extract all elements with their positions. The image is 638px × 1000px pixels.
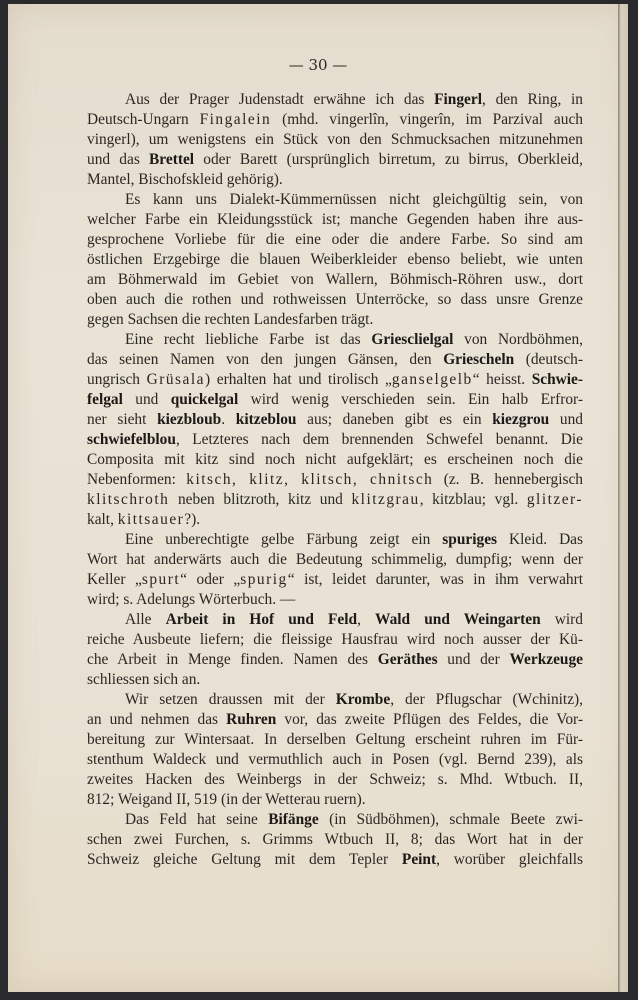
text-segment: ner sieht <box>87 411 158 428</box>
text-segment: , Letzteres nach dem brennenden Schwefel benannt. Die <box>175 431 583 448</box>
text-line <box>87 670 583 690</box>
text-line <box>87 210 583 230</box>
bold-term: Krombe <box>335 691 391 708</box>
text-segment: bereitung zur Wintersaat. In derselben Geltung erscheint ruhren im Für- <box>87 731 583 748</box>
text-segment: . <box>221 411 236 428</box>
text-segment: östlichen Erzgebirge die blauen Weiberkleider ebenso beliebt, wie unten <box>87 251 583 268</box>
text-segment: , den Ring, in <box>482 91 583 108</box>
text-line <box>87 570 583 590</box>
text-segment: von Nordböhmen, <box>453 331 584 348</box>
text-segment: (in Südböhmen), schmale Beete zwi- <box>318 811 583 828</box>
text-segment: schliessen sich an. <box>87 671 201 688</box>
text-segment: das seinen Namen von den jungen Gänsen, den <box>87 351 444 368</box>
text-segment: wird; s. Adelungs Wörterbuch. — <box>87 591 296 608</box>
text-segment: gegen Sachsen die rechten Landesfarben trägt. <box>87 311 374 328</box>
text-segment: (deutsch- <box>514 351 583 368</box>
text-line <box>87 410 583 430</box>
text-segment: am Böhmerwald im Gebiet von Wallern, Böhmisch-Röhren usw., dort <box>87 271 583 288</box>
text-segment: und der <box>437 651 510 668</box>
spaced-term: kittsauer <box>117 511 185 528</box>
text-line <box>87 510 583 530</box>
bold-term: Geräthes <box>377 651 438 668</box>
text-segment: ungrisch <box>87 371 147 388</box>
spaced-term: spurig <box>240 571 288 588</box>
text-segment: “ heisst. <box>472 371 532 388</box>
text-line <box>87 650 583 670</box>
text-line <box>87 830 583 850</box>
bold-term: kiezbloub <box>157 411 222 428</box>
text-line <box>87 170 583 190</box>
text-segment: neben blitzroth, kitz und <box>169 491 352 508</box>
text-line <box>87 150 583 170</box>
text-segment: 812; Weigand II, 519 (in der Wetterau ruern). <box>87 791 366 808</box>
text-segment: Es kann uns Dialekt-Kümmernüssen nicht gleichgültig sein, von <box>125 191 583 208</box>
bold-term: Schwie- <box>531 371 584 388</box>
text-line <box>87 450 583 470</box>
text-segment: Composita mit kitz sind noch nicht aufgeklärt; es erscheinen noch die <box>87 451 583 468</box>
text-line <box>87 350 583 370</box>
text-segment: wird wenig verschieden sein. Ein halb Erfror- <box>238 391 583 408</box>
text-segment: Schweiz gleiche Geltung mit dem Tepler <box>87 851 402 868</box>
bold-term: quickelgal <box>170 391 239 408</box>
text-segment: Alle <box>125 611 166 628</box>
text-segment: wird <box>540 611 583 628</box>
bold-term: kiezgrou <box>492 411 550 428</box>
text-line <box>87 810 583 830</box>
text-segment: (z. B. hennebergisch <box>433 471 583 488</box>
text-segment: schen zwei Furchen, s. Grimms Wtbuch II, 8; das Wort hat in der <box>87 831 583 848</box>
text-line <box>87 110 583 130</box>
text-line <box>87 470 583 490</box>
text-line <box>87 750 583 770</box>
text-line <box>87 590 583 610</box>
text-segment: welcher Farbe ein Kleidungsstück ist; manche Gegenden haben ihre aus- <box>87 211 583 228</box>
text-line <box>87 370 583 390</box>
text-segment: Wort hat anderwärts auch die Bedeutung schimmelig, dumpfig; wenn der <box>87 551 583 568</box>
bold-term: Ruhren <box>226 711 277 728</box>
spaced-term: klitzgrau <box>351 491 420 508</box>
text-segment: kalt, <box>87 511 118 528</box>
bold-term: Fingerl <box>434 91 482 108</box>
text-segment: vor, das zweite Pflügen des Feldes, die Vor- <box>276 711 583 728</box>
text-line <box>87 130 583 150</box>
spaced-term: glitzer- <box>526 491 583 508</box>
text-segment: gesprochene Vorliebe für die eine oder die andere Farbe. So sind am <box>87 231 583 248</box>
text-segment: che Arbeit in Menge finden. Namen des <box>87 651 378 668</box>
text-line <box>87 250 583 270</box>
spaced-term: Fingalein <box>199 111 272 128</box>
text-segment: reiche Ausbeute liefern; die fleissige Hausfrau wird noch ausser der Kü- <box>87 631 583 648</box>
text-line <box>87 530 583 550</box>
text-segment: , der Pflugschar (Wchinitz), <box>390 691 584 708</box>
text-segment: Eine unberechtigte gelbe Färbung zeigt ein <box>125 531 443 548</box>
text-segment: und <box>549 411 584 428</box>
text-segment: Kleid. Das <box>497 531 584 548</box>
text-line <box>87 690 583 710</box>
text-segment: “ oder „ <box>180 571 241 588</box>
text-line <box>87 770 583 790</box>
text-segment: , worüber gleichfalls <box>436 851 583 868</box>
text-line <box>87 850 583 870</box>
bold-term: Arbeit in Hof und Feld <box>165 611 358 628</box>
text-line <box>87 290 583 310</box>
bold-term: Werkzeuge <box>509 651 583 668</box>
bold-term: spuriges <box>442 531 498 548</box>
text-line <box>87 490 583 510</box>
text-line <box>87 710 583 730</box>
text-segment: “ ist, leidet darunter, was in ihm verwahrt <box>287 571 584 588</box>
bold-term: Griescheln <box>443 351 515 368</box>
text-segment: Das Feld hat seine <box>125 811 269 828</box>
text-segment: (mhd. vingerlîn, vingerîn, im Parzival auch <box>271 111 583 128</box>
text-segment: Aus der Prager Judenstadt erwähne ich das <box>125 91 435 108</box>
text-segment: stenthum Waldeck und vermuthlich auch in Posen (vgl. Bernd 239), als <box>87 751 583 768</box>
text-segment: und <box>122 391 171 408</box>
text-line <box>87 390 583 410</box>
text-segment: oben auch die rothen und rothweissen Unterröcke, so dass unsre Grenze <box>87 291 583 308</box>
bold-term: felgal <box>87 391 123 408</box>
text-segment: Keller „ <box>87 571 142 588</box>
bold-term: Bifänge <box>268 811 319 828</box>
text-line <box>87 330 583 350</box>
bold-term: schwiefelblou <box>87 431 176 448</box>
text-segment: ?). <box>184 511 201 528</box>
bold-term: Brettel <box>149 151 195 168</box>
text-segment: aus; daneben gibt es ein <box>296 411 493 428</box>
bold-term: Griesclielgal <box>371 331 454 348</box>
text-line <box>87 430 583 450</box>
text-line <box>87 90 583 110</box>
text-segment: Deutsch-Ungarn <box>87 111 200 128</box>
text-segment: zweites Hacken des Weinbergs in der Schweiz; s. Mhd. Wtbuch. II, <box>87 771 583 788</box>
text-segment: oder Barett (ursprünglich birretum, zu birrus, Oberkleid, <box>194 151 583 168</box>
spaced-term: spurt <box>141 571 181 588</box>
text-line <box>87 610 583 630</box>
text-segment: , kitzblau; vgl. <box>419 491 527 508</box>
book-page <box>8 4 628 992</box>
text-segment: ) erhalten hat und tirolisch „ <box>205 371 392 388</box>
spaced-term: Grüsala <box>146 371 205 388</box>
text-segment: Eine recht liebliche Farbe ist das <box>125 331 372 348</box>
bold-term: Wald und Weingarten <box>375 611 541 628</box>
text-line <box>87 730 583 750</box>
text-segment: und das <box>87 151 150 168</box>
spaced-term: klitschroth <box>87 491 170 508</box>
text-line <box>87 270 583 290</box>
text-segment: an und nehmen das <box>87 711 227 728</box>
body-text <box>87 90 583 870</box>
bold-term: Peint <box>401 851 437 868</box>
text-segment: Mantel, Bischofskleid gehörig). <box>87 171 283 188</box>
text-line <box>87 190 583 210</box>
text-segment: Nebenformen: <box>87 471 187 488</box>
page-edge <box>618 4 628 992</box>
text-line <box>87 550 583 570</box>
text-line <box>87 230 583 250</box>
text-line <box>87 310 583 330</box>
text-segment: , <box>357 611 376 628</box>
page-number: — 30 — <box>288 56 348 74</box>
spaced-term: ganselgelb <box>391 371 473 388</box>
spaced-term: kitsch, klitz, klitsch, chnitsch <box>186 471 434 488</box>
text-segment: vingerl), um wenigstens ein Stück von den Schmucksachen mitzunehmen <box>87 131 583 148</box>
text-segment: Wir setzen draussen mit der <box>125 691 336 708</box>
text-line <box>87 630 583 650</box>
bold-term: kitzeblou <box>235 411 297 428</box>
text-line <box>87 790 583 810</box>
